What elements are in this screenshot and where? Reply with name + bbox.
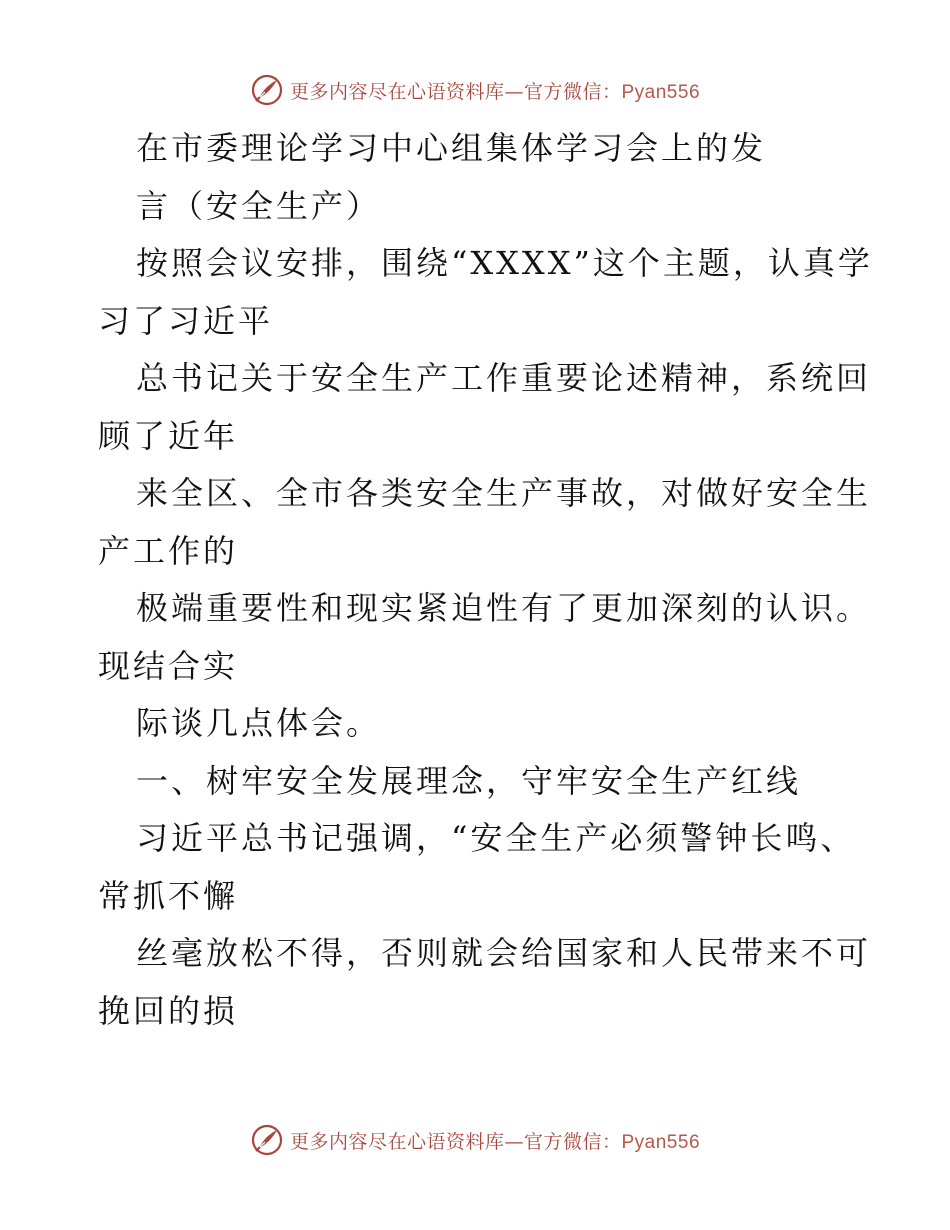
paragraph-line: 来全区、全市各类安全生产事故，对做好安全生 (136, 474, 872, 512)
paragraph-line: 产工作的 (98, 531, 239, 570)
paragraph-line: 际谈几点体会。 (136, 704, 382, 742)
feather-pen-icon (250, 1123, 284, 1157)
footer-banner (0, 1122, 950, 1158)
paragraph-line: 习近平总书记强调，“安全生产必须警钟长鸣、 (136, 819, 856, 857)
document-body (98, 120, 873, 1040)
title-line-2: 言（安全生产） (136, 186, 382, 225)
paragraph-line: 习了习近平 (98, 301, 274, 340)
paragraph-line: 常抓不懈 (98, 876, 239, 915)
header-banner-text: 更多内容尽在心语资料库—官方微信：Pyan556 (289, 80, 701, 103)
paragraph-line: 按照会议安排，围绕“XXXX”这个主题，认真学 (136, 244, 873, 282)
title-line-1: 在市委理论学习中心组集体学习会上的发 (136, 129, 767, 167)
paragraph-line: 丝毫放松不得，否则就会给国家和人民带来不可 (136, 934, 872, 972)
section-heading: 一、树牢安全发展理念，守牢安全生产红线 (136, 761, 802, 800)
paragraph-line: 顾了近年 (98, 416, 239, 455)
paragraph-line: 极端重要性和现实紧迫性有了更加深刻的认识。 (136, 589, 872, 627)
footer-banner-text: 更多内容尽在心语资料库—官方微信：Pyan556 (289, 1130, 701, 1153)
header-banner (0, 72, 950, 108)
feather-pen-icon (250, 73, 284, 107)
paragraph-line: 总书记关于安全生产工作重要论述精神，系统回 (136, 359, 872, 397)
paragraph-line: 现结合实 (98, 646, 239, 685)
paragraph-line: 挽回的损 (98, 991, 239, 1030)
